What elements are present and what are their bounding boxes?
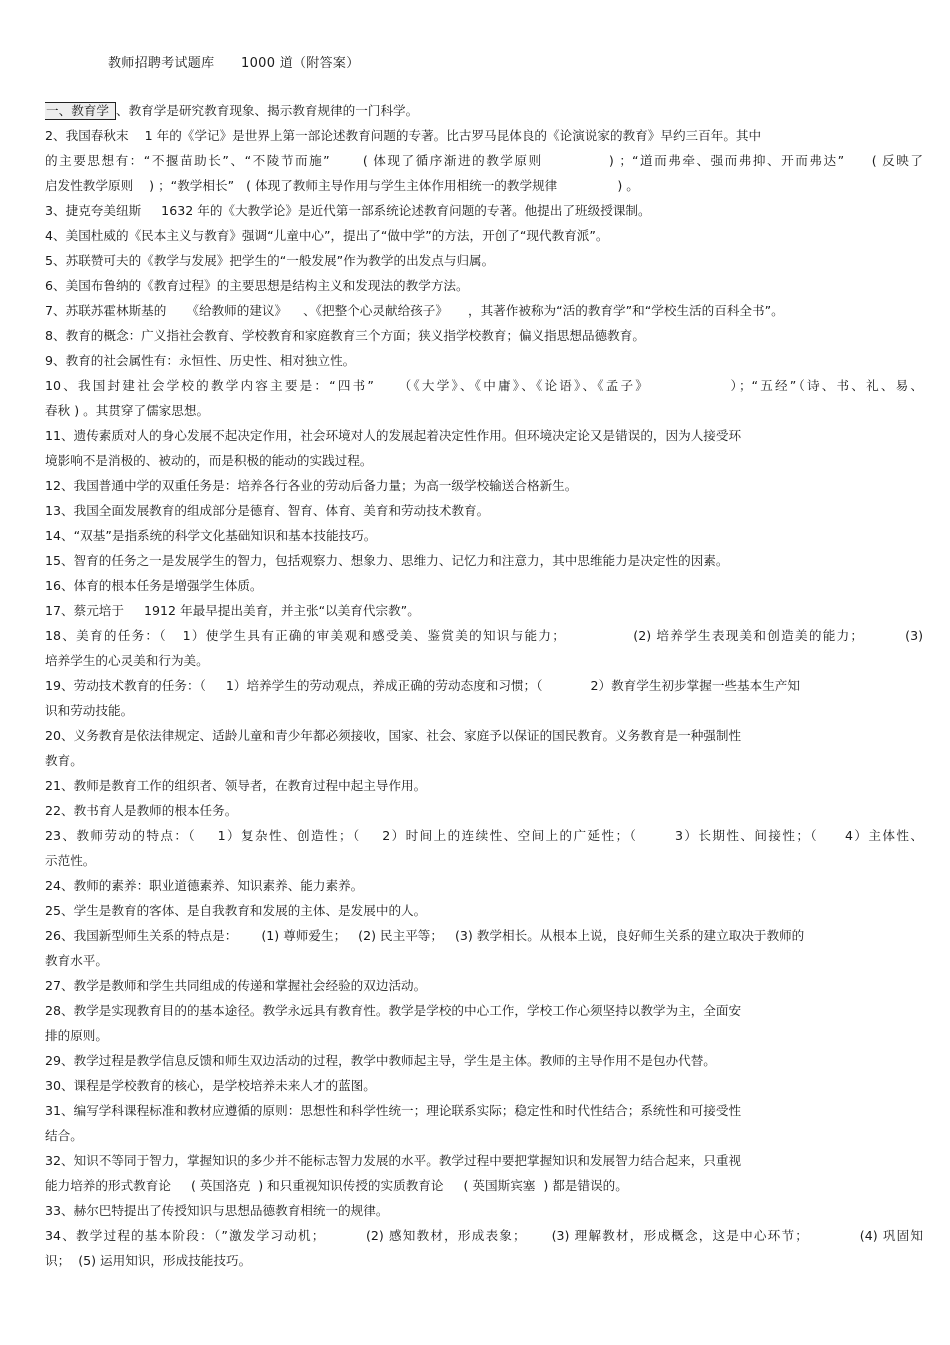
text-line-content: 16、体育的根本任务是增强学生体质。: [45, 578, 263, 593]
text-line-content: 7、苏联苏霍林斯基的 《给教师的建议》 、《把整个心灵献给孩子》 ，其著作被称为“活的教育学”和“学校生活的百科全书”。: [45, 303, 784, 318]
text-line: [45, 776, 426, 796]
text-line: [45, 1001, 741, 1021]
text-line-content: 、教育学是研究教育现象、揭示教育规律的一门科学。: [115, 103, 419, 118]
text-line-content: 22、教书育人是教师的根本任务。: [45, 803, 238, 818]
text-line-content: 33、赫尔巴特提出了传授知识与思想品德教育相统一的规律。: [45, 1203, 389, 1218]
text-line-content: 17、蔡元培于 1912 年最早提出美育，并主张“以美育代宗教”。: [45, 603, 420, 618]
text-line: [45, 476, 577, 496]
text-line-content: 能力培养的形式教育论 ( 英国洛克 ) 和只重视知识传授的实质教育论 ( 英国斯宾塞 ) 都是错误的。: [45, 1178, 628, 1193]
text-line: [45, 951, 108, 971]
text-line: [45, 626, 923, 646]
text-line-content: 境影响不是消极的、被动的，而是积极的能动的实践过程。: [45, 453, 373, 468]
text-line-content: 34、教学过程的基本阶段：（”激发学习动机； (2) 感知教材，形成表象； (3) 理解教材，形成概念，这是中心环节； (4) 巩固知: [45, 1228, 923, 1243]
text-line-content: 10、我国封建社会学校的教学内容主要是：“四书” （《大学》、《中庸》、《论语》、《孟子》 ）；“五经”（诗、书、礼、易、: [45, 378, 923, 393]
text-line: [45, 126, 761, 146]
text-line: [45, 901, 426, 921]
text-line: [45, 1251, 251, 1271]
text-line: [45, 176, 639, 196]
text-line: [45, 101, 418, 121]
text-line: [45, 451, 372, 471]
text-line-content: 8、教育的概念：广义指社会教育、学校教育和家庭教育三个方面；狭义指学校教育；偏义指思想品德教育。: [45, 328, 645, 343]
text-line-content: 的主要思想有：“不揠苗助长”、“不陵节而施” ( 体现了循序渐进的教学原则 ) ；“道而弗牵、强而弗抑、开而弗达” ( 反映了: [45, 153, 923, 168]
text-line: [45, 1176, 628, 1196]
text-line: [45, 851, 95, 871]
text-line: [45, 1226, 923, 1246]
document-title: 教师招聘考试题库 1000 道（附答案）: [108, 56, 360, 71]
text-line-content: 14、“双基”是指系统的科学文化基础知识和基本技能技巧。: [45, 528, 377, 543]
text-line: [45, 826, 923, 846]
text-line: [45, 326, 645, 346]
text-line: [45, 751, 83, 771]
text-line: [45, 651, 209, 671]
text-line-content: 13、我国全面发展教育的组成部分是德育、智育、体育、美育和劳动技术教育。: [45, 503, 490, 518]
text-line: [45, 926, 804, 946]
text-line-content: 21、教师是教育工作的组织者、领导者，在教育过程中起主导作用。: [45, 778, 427, 793]
text-line: [45, 1201, 388, 1221]
text-line: [45, 276, 469, 296]
text-line-content: 23、教师劳动的特点：（ 1）复杂性、创造性；（ 2）时间上的连续性、空间上的广延性；（ 3）长期性、间接性；（ 4）主体性、: [45, 828, 923, 843]
text-line-content: 28、教学是实现教育目的的基本途径。教学永远具有教育性。教学是学校的中心工作，学校工作心须坚持以教学为主，全面安: [45, 1003, 742, 1018]
text-line-content: 30、课程是学校教育的核心，是学校培养未来人才的蓝图。: [45, 1078, 376, 1093]
text-line-content: 12、我国普通中学的双重任务是：培养各行各业的劳动后备力量；为高一级学校输送合格新生。: [45, 478, 578, 493]
text-line: [45, 601, 420, 621]
text-line-content: 2、我国春秋末 1 年的《学记》是世界上第一部论述教育问题的专著。比古罗马昆体良的《论演说家的教育》早约三百年。其中: [45, 128, 762, 143]
text-line-content: 3、捷克夸美纽斯 1632 年的《大教学论》是近代第一部系统论述教育问题的专著。他提出了班级授课制。: [45, 203, 651, 218]
text-line-content: 20、义务教育是依法律规定、适龄儿童和青少年都必须接收，国家、社会、家庭予以保证的国民教育。义务教育是一种强制性: [45, 728, 742, 743]
text-line: [45, 576, 263, 596]
text-line: [45, 1026, 108, 1046]
text-line: [45, 701, 133, 721]
text-line-content: 31、编写学科课程标准和教材应遵循的原则：思想性和科学性统一；理论联系实际；稳定性和时代性结合；系统性和可接受性: [45, 1103, 742, 1118]
text-line-content: 32、知识不等同于智力，掌握知识的多少并不能标志智力发展的水平。教学过程中要把掌握知识和发展智力结合起来，只重视: [45, 1153, 742, 1168]
text-line-content: 19、劳动技术教育的任务：（ 1）培养学生的劳动观点，养成正确的劳动态度和习惯；（ 2）教育学生初步掌握一些基本生产知: [45, 678, 800, 693]
text-line-content: 教育。: [45, 753, 83, 768]
text-line-content: 识； (5) 运用知识，形成技能技巧。: [45, 1253, 252, 1268]
text-line: [45, 226, 609, 246]
section-heading-box: 一、教育学: [45, 102, 116, 120]
text-line: [45, 251, 494, 271]
text-line-content: 24、教师的素养：职业道德素养、知识素养、能力素养。: [45, 878, 364, 893]
text-line-content: 结合。: [45, 1128, 83, 1143]
text-line-content: 培养学生的心灵美和行为美。: [45, 653, 209, 668]
text-line: [45, 1076, 376, 1096]
text-line-content: 9、教育的社会属性有：永恒性、历史性、相对独立性。: [45, 353, 356, 368]
text-line: [45, 376, 923, 396]
text-line-content: 示范性。: [45, 853, 96, 868]
text-line: [45, 151, 923, 171]
text-line-content: 27、教学是教师和学生共同组成的传递和掌握社会经验的双边活动。: [45, 978, 427, 993]
text-line: [45, 551, 729, 571]
text-line: [45, 1126, 83, 1146]
text-line: [45, 1151, 741, 1171]
text-line: [45, 726, 741, 746]
text-line: [45, 426, 741, 446]
text-line: [45, 1051, 716, 1071]
text-line: [45, 351, 355, 371]
text-line: [45, 301, 784, 321]
text-line: [45, 501, 489, 521]
text-line: [45, 676, 800, 696]
text-line-content: 6、美国布鲁纳的《教育过程》的主要思想是结构主义和发现法的教学方法。: [45, 278, 469, 293]
text-line: [45, 401, 209, 421]
text-line-content: 25、学生是教育的客体、是自我教育和发展的主体、是发展中的人。: [45, 903, 427, 918]
text-line-content: 4、美国杜威的《民本主义与教育》强调“儿童中心”，提出了“做中学”的方法，开创了“现代教育派”。: [45, 228, 609, 243]
text-line-content: 18、美育的任务：（ 1）使学生具有正确的审美观和感受美、鉴赏美的知识与能力； (2) 培养学生表现美和创造美的能力； (3): [45, 628, 923, 643]
text-line-content: 识和劳动技能。: [45, 703, 134, 718]
text-line: [45, 1101, 741, 1121]
text-line-content: 春秋 ) 。其贯穿了儒家思想。: [45, 403, 210, 418]
text-line-content: 11、遗传素质对人的身心发展不起决定作用，社会环境对人的发展起着决定性作用。但环境决定论又是错误的，因为人接受环: [45, 428, 742, 443]
text-line-content: 排的原则。: [45, 1028, 108, 1043]
text-line: [45, 201, 651, 221]
text-line: [45, 976, 426, 996]
text-line-content: 15、智育的任务之一是发展学生的智力，包括观察力、想象力、思维力、记忆力和注意力，其中思维能力是决定性的因素。: [45, 553, 729, 568]
text-line-content: 29、教学过程是教学信息反馈和师生双边活动的过程，教学中教师起主导，学生是主体。教师的主导作用不是包办代替。: [45, 1053, 716, 1068]
text-line-content: 教育水平。: [45, 953, 108, 968]
text-line: [45, 801, 237, 821]
text-line-content: 启发性教学原则 ) ；“教学相长” ( 体现了教师主导作用与学生主体作用相统一的教学规律 ) 。: [45, 178, 639, 193]
text-line: [45, 526, 376, 546]
text-line-content: 5、苏联赞可夫的《教学与发展》把学生的“一般发展”作为教学的出发点与归属。: [45, 253, 495, 268]
text-line-content: 26、我国新型师生关系的特点是： (1) 尊师爱生； (2) 民主平等； (3) 教学相长。从根本上说，良好师生关系的建立取决于教师的: [45, 928, 805, 943]
text-line: [45, 876, 363, 896]
